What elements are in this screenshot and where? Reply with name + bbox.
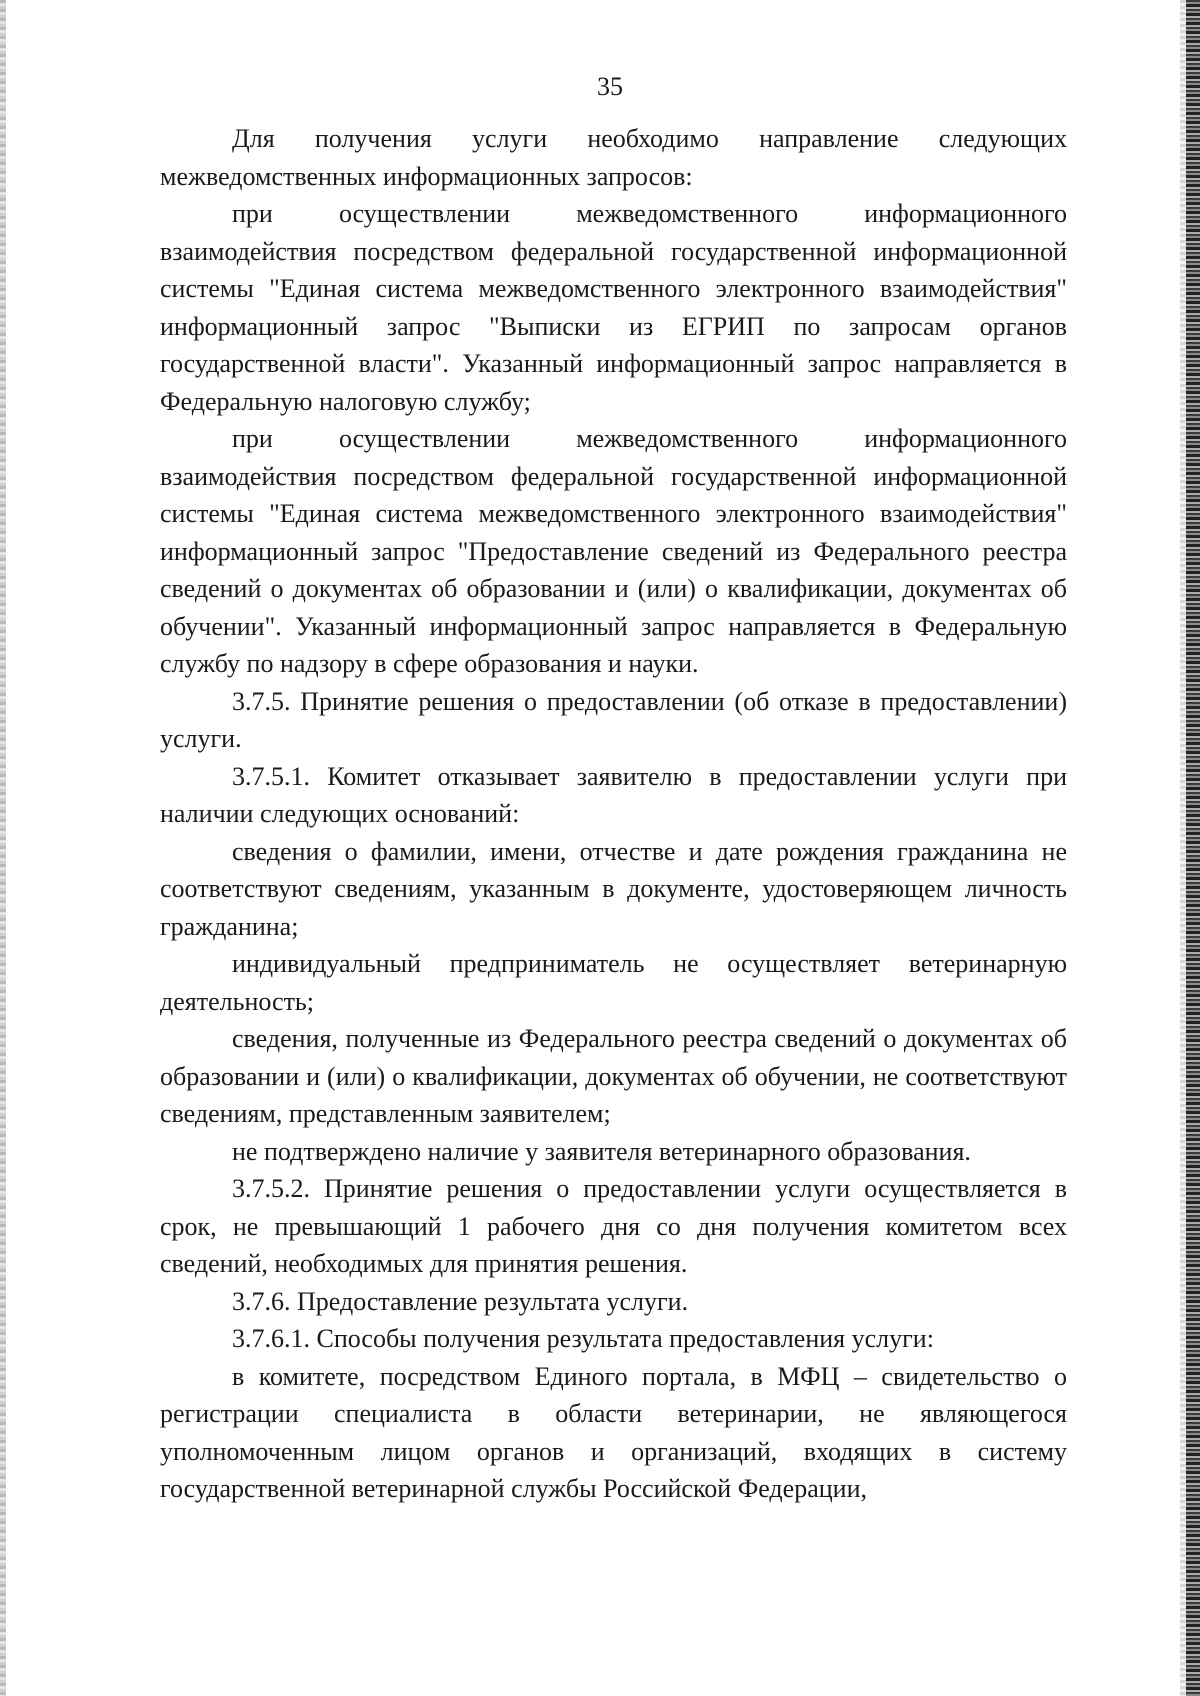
- paragraph-refusal-ground-2: индивидуальный предприниматель не осуществляет ветеринарную деятельность;: [160, 949, 1067, 1016]
- paragraph-section-3-7-5-2: 3.7.5.2. Принятие решения о предоставлении услуги осуществляется в срок, не превышающий 1 рабочего дня со дня получения комитетом всех сведений, необходимых для принятия решения.: [160, 1174, 1067, 1278]
- paragraph-intro: Для получения услуги необходимо направление следующих межведомственных информационных запросов:: [160, 124, 1067, 191]
- paragraph-result-methods: в комитете, посредством Единого портала, в МФЦ – свидетельство о регистрации специалиста в области ветеринарии, не являющегося уполномоченным лицом органов и организаций, входящих в систему государственной ветеринарной службы Российской Федерации,: [160, 1361, 1067, 1503]
- paragraph-section-3-7-6: 3.7.6. Предоставление результата услуги.: [232, 1286, 689, 1316]
- paragraph-education-registry-request: при осуществлении межведомственного информационного взаимодействия посредством федеральной государственной информационной системы "Единая система межведомственного электронного взаимодействия" информационный запрос "Предоставление сведений из Федерального реестра сведений о документах об образовании и (или) о квалификации, документах об обучении". Указанный информационный запрос направляется в Федеральную службу по надзору в сфере образования и науки.: [160, 424, 1067, 678]
- scan-edge-left: [0, 0, 6, 1696]
- paragraph-section-3-7-5: 3.7.5. Принятие решения о предоставлении (об отказе в предоставлении) услуги.: [160, 686, 1067, 753]
- document-body: [160, 120, 1067, 1508]
- paragraph-refusal-ground-1: сведения о фамилии, имени, отчестве и дате рождения гражданина не соответствуют сведениям, указанным в документе, удостоверяющем личность гражданина;: [160, 836, 1067, 941]
- paragraph-refusal-ground-3: сведения, полученные из Федерального реестра сведений о документах об образовании и (или) о квалификации, документах об обучении, не соответствуют сведениям, представленным заявителем;: [160, 1024, 1067, 1128]
- paragraph-section-3-7-6-1: 3.7.6.1. Способы получения результата предоставления услуги:: [232, 1324, 934, 1353]
- paragraph-section-3-7-5-1: 3.7.5.1. Комитет отказывает заявителю в предоставлении услуги при наличии следующих оснований:: [160, 761, 1067, 828]
- scan-edge-right: [1186, 0, 1200, 1696]
- page-number: 35: [597, 72, 623, 101]
- paragraph-egrip-request: при осуществлении межведомственного информационного взаимодействия посредством федеральной государственной информационной системы "Единая система межведомственного электронного взаимодействия" информационный запрос "Выписки из ЕГРИП по запросам органов государственной власти". Указанный информационный запрос направляется в Федеральную налоговую службу;: [160, 199, 1067, 416]
- paragraph-refusal-ground-4: не подтверждено наличие у заявителя ветеринарного образования.: [232, 1136, 971, 1166]
